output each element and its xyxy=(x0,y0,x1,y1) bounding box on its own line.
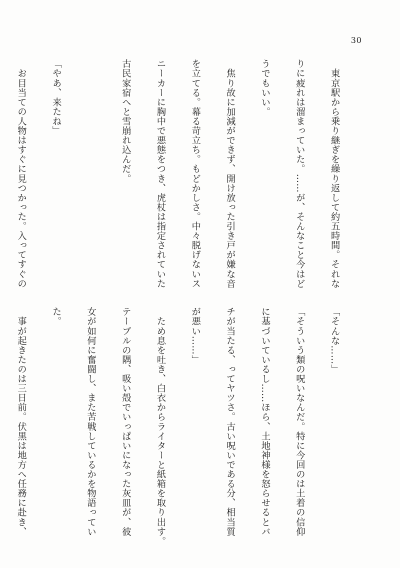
text-line: 「そんな……」 xyxy=(328,307,340,374)
text-line: うでもいい。 xyxy=(258,59,270,117)
text-line: 東京駅から乗り継ぎを繰り返して約五時間。それな xyxy=(328,59,340,289)
text-line: チが当たる、ってヤツさ。古い呪いである分、相当質 xyxy=(224,307,236,537)
lower-text-block xyxy=(0,294,360,546)
text-line: テーブルの隅、吸い殻でいっぱいになった灰皿が、彼 xyxy=(119,307,131,537)
page-number: 30 xyxy=(350,36,362,45)
text-line: に基づいているし……ほら、土地神様を怒らせるとバ xyxy=(258,307,270,537)
text-line: 「そういう類の呪いなんだ。特に今回のは土着の信仰 xyxy=(293,307,305,537)
text-line: を立てる。幕る苛立ち。もどかしさ。中々脱げないス xyxy=(189,59,201,289)
text-line: 焦り故に加減ができず、開け放った引き戸が嫌な音 xyxy=(224,59,236,289)
text-line: た。 xyxy=(50,307,62,327)
text-line: 事が起きたのは三日前。伏黒は地方へ任務に赴き、 xyxy=(15,307,27,537)
text-line: 「やあ、来たね」 xyxy=(50,59,62,136)
upper-text-block xyxy=(0,46,360,289)
text-line: ニーカーに胸中で悪態をつき、虎杖は指定されていた xyxy=(154,59,166,289)
text-line: ため息を吐き、白衣からライターと紙箱を取り出す。 xyxy=(154,307,166,546)
text-line: お目当ての人物はすぐに見つかった。入ってすぐの xyxy=(15,59,27,289)
text-line: が悪い……」 xyxy=(189,307,201,365)
text-line: りに疲れは溜まっていた。……が、そんなこと今はど xyxy=(293,59,305,289)
text-line: 古民家宿へと雪崩れ込んだ。 xyxy=(119,59,131,184)
text-line: 女が如何に奮闘し、また苦戦しているかを物語ってい xyxy=(84,307,96,537)
